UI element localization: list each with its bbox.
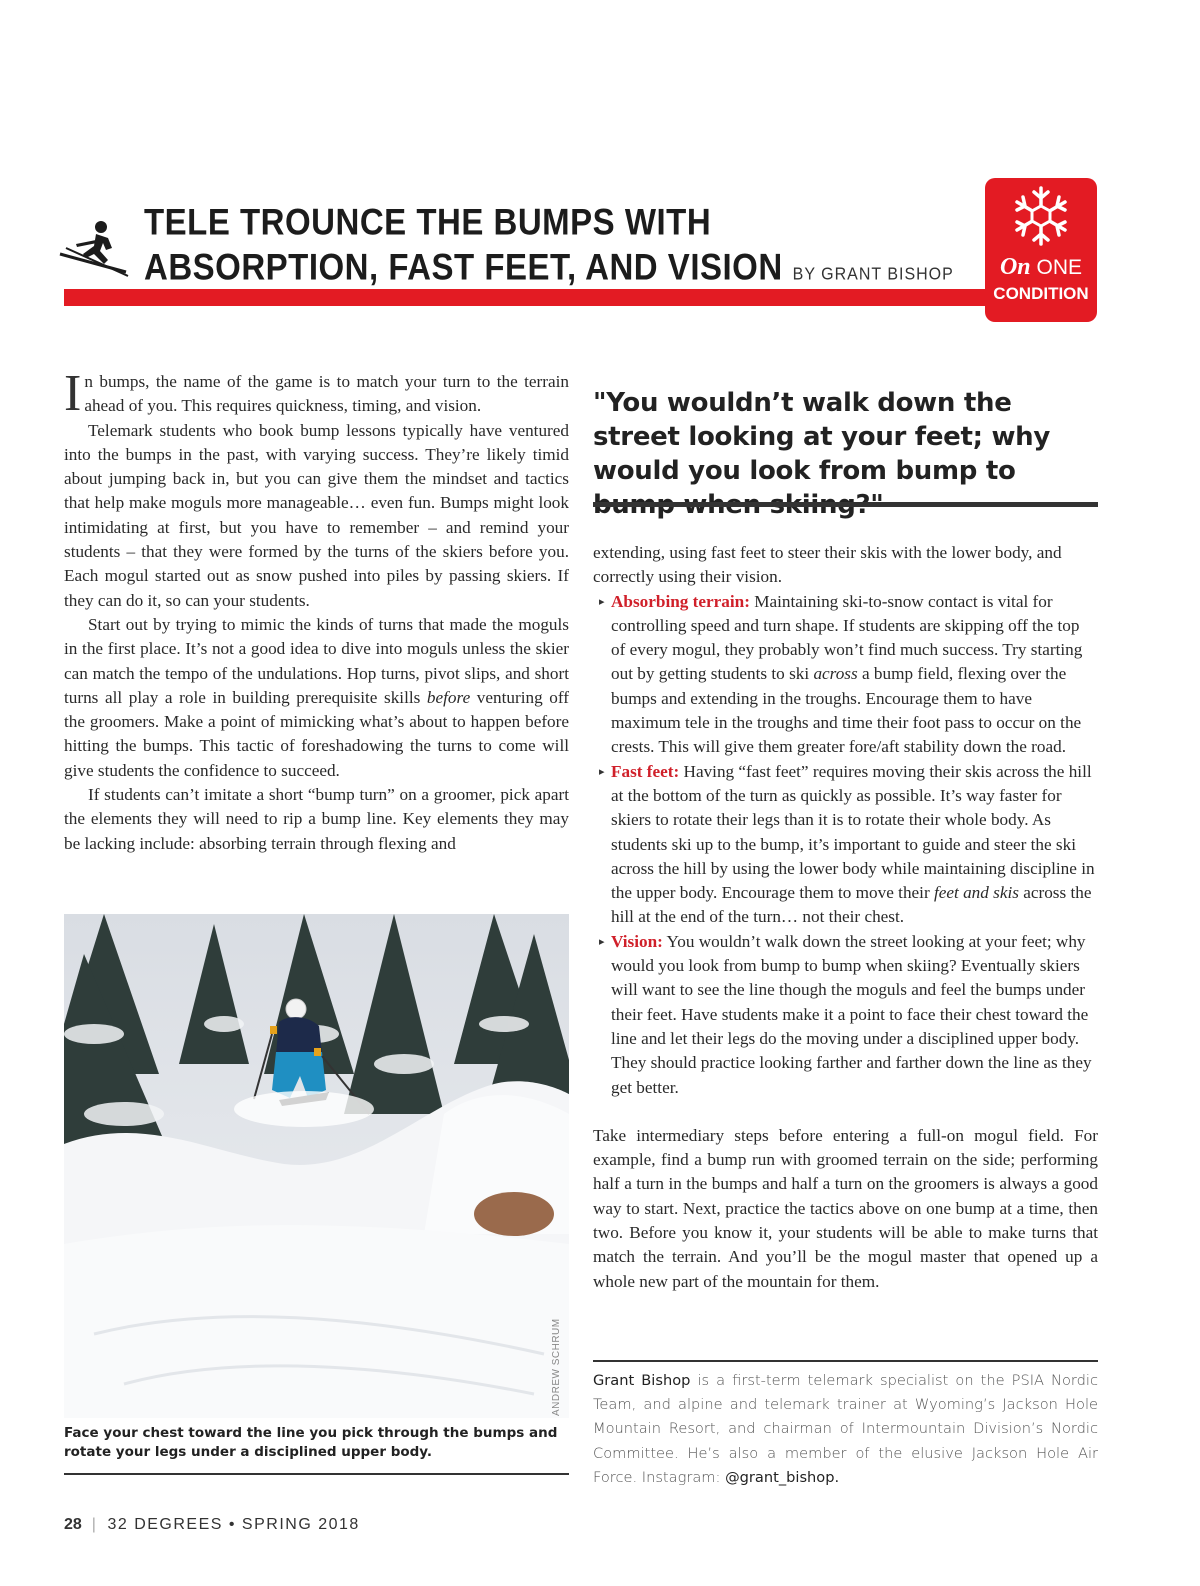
bio-rule [593,1360,1098,1362]
title-line-1: TELE TROUNCE THE BUMPS WITH [144,201,712,243]
page-number: 28 [64,1516,82,1533]
article-title [144,200,954,297]
bullet-2-label: Fast feet: [611,761,680,781]
bullet-1-text-b: a bump field, flexing over the bumps and extending in the troughs. Encourage them to have maximum tele in the troughs and time their foot pass to occur on the crests. This will give them greater fore/aft stability down the road. [611,664,1082,757]
snowflake-icon [1009,184,1073,248]
bullet-absorbing-terrain [593,590,1098,760]
bullet-2-text-a: Having “fast feet” requires moving their skis across the hill at the bottom of the turn as quickly as possible. It’s way faster for skiers to rotate their legs than it is to rotate their whole body. As students ski up to the bump, it’s important to guide and steer the ski across the hill by using the lower body while maintaining discipline in the upper body. Encourage them to move their [611,761,1095,903]
bullet-arrow-icon: ▸ [599,595,605,608]
article-left-column [64,365,569,856]
header-rule [64,289,994,306]
skier-icon [56,218,132,278]
badge-one-word: ONE [1036,256,1083,279]
photo-credit-text: ANDREW SCHRUM [551,1318,562,1416]
page-footer [64,1516,360,1534]
author-bio [593,1369,1098,1490]
paragraph-3-emphasis: before [426,687,471,707]
bullet-1-label: Absorbing terrain: [611,591,750,611]
byline: BY GRANT BISHOP [792,264,954,284]
bullet-vision [593,930,1098,1100]
paragraph-4: If students can’t imitate a short “bump turn” on a groomer, pick apart the elements they will need to rip a bump line. Key elements they may be lacking include: absorbing terrain through flexing and [64,785,569,853]
badge-on-word: On [999,254,1031,280]
bullet-2-text-b: across the hill at the end of the turn… not their chest. [611,883,1092,927]
badge-condition: CONDITION [993,284,1089,303]
photo-caption: Face your chest toward the line you pick through the bumps and rotate your legs under a disciplined upper body. [64,1425,558,1460]
publication-name: 32 DEGREES • SPRING 2018 [107,1516,360,1533]
bullet-arrow-icon: ▸ [599,765,605,778]
drop-cap: I [64,365,82,422]
paragraph-4-continued: extending, using fast feet to steer their skis with the lower body, and correctly using their vision. [593,543,1062,587]
caption-rule [64,1473,569,1475]
bullet-1-text-a: Maintaining ski-to-snow contact is vital for controlling speed and turn shape. If students are skipping off the top of every mogul, they probably won’t find much success. Try starting out by getting students to ski [611,591,1083,684]
author-bio-text: is a first-term telemark specialist on the PSIA Nordic Team, and alpine and telemark trainer at Wyoming’s Jackson Hole Mountain Resort, and chairman of Intermountain Division’s Nordic Committee. He’s also a member of the elusive Jackson Hole Air Force. Instagram: [593,1372,1098,1486]
bullet-3-text: You wouldn’t walk down the street looking at your feet; why would you look from bump to bump when skiing? Eventually skiers will want to see the line though the moguls and feel the bumps under their feet. Have students make it a point to face their chest toward the line and let their legs do the moving under a disciplined upper body. They should practice looking farther and farther down the line as they get better. [611,931,1092,1097]
bullet-1-emphasis: across [813,664,858,684]
closing-paragraph: Take intermediary steps before entering a full-on mogul field. For example, find a bump run with groomed terrain on the side; performing half a turn in the bumps and half a turn on the groomers is always a good way to start. Next, practice the tactics above on one bump at a time, then two. Before you know it, your students will be able to make turns that match the terrain. And you’ll be the mogul master that opened up a whole new part of the mountain for them. [593,1125,1098,1291]
instagram-handle[interactable]: @grant_bishop. [725,1468,840,1486]
on-one-condition-badge [985,178,1097,322]
pull-quote-rule [593,502,1098,507]
bullet-3-label: Vision: [611,931,663,951]
skier-photo-illustration [64,914,569,1418]
pull-quote: "You wouldn’t walk down the street looking at your feet; why would you look from bump to [593,388,1051,486]
paragraph-3 [64,613,569,783]
photo-credit [549,1318,563,1416]
paragraph-3-text-a: Start out by trying to mimic the kinds of turns that made the moguls in the first place. It’s not a good idea to dive into moguls unless the skier can match the tempo of the undulations. Hop turns, pivot slips, and short turns all play a role in building prerequisite skills [64,614,569,707]
badge-on-one [993,254,1089,281]
bullet-2-emphasis: feet and skis [933,883,1019,903]
bullet-arrow-icon: ▸ [599,935,605,948]
title-line-2-text: ABSORPTION, FAST FEET, AND VISION [144,245,783,288]
author-name: Grant Bishop [593,1372,691,1389]
paragraph-1-text: n bumps, the name of the game is to match your turn to the terrain ahead of you. This requires quickness, timing, and vision. [84,372,569,416]
article-right-column [593,541,1098,1294]
paragraph-1 [64,365,569,422]
bullet-fast-feet [593,760,1098,930]
paragraph-2: Telemark students who book bump lessons typically have ventured into the bumps in the past, with varying success. They’re likely timid about jumping back in, but you can give them the mindset and tactics that help make moguls more manageable… even fun. Bumps might look intimidating at first, but you have to remember – and remind your students – that they were formed by the turns of the skiers before you. Each mogul started out as snow pushed into piles by passing skiers. If they can do it, so can your students. [64,420,569,610]
skier-photo [64,914,569,1418]
paragraph-3-text-b: venturing off the groomers. Make a point of mimicking what’s about to happen before hitting the bumps. This tactic of foreshadowing the turns to come will give students the confidence to succeed. [64,687,569,780]
footer-separator: | [91,1516,98,1533]
